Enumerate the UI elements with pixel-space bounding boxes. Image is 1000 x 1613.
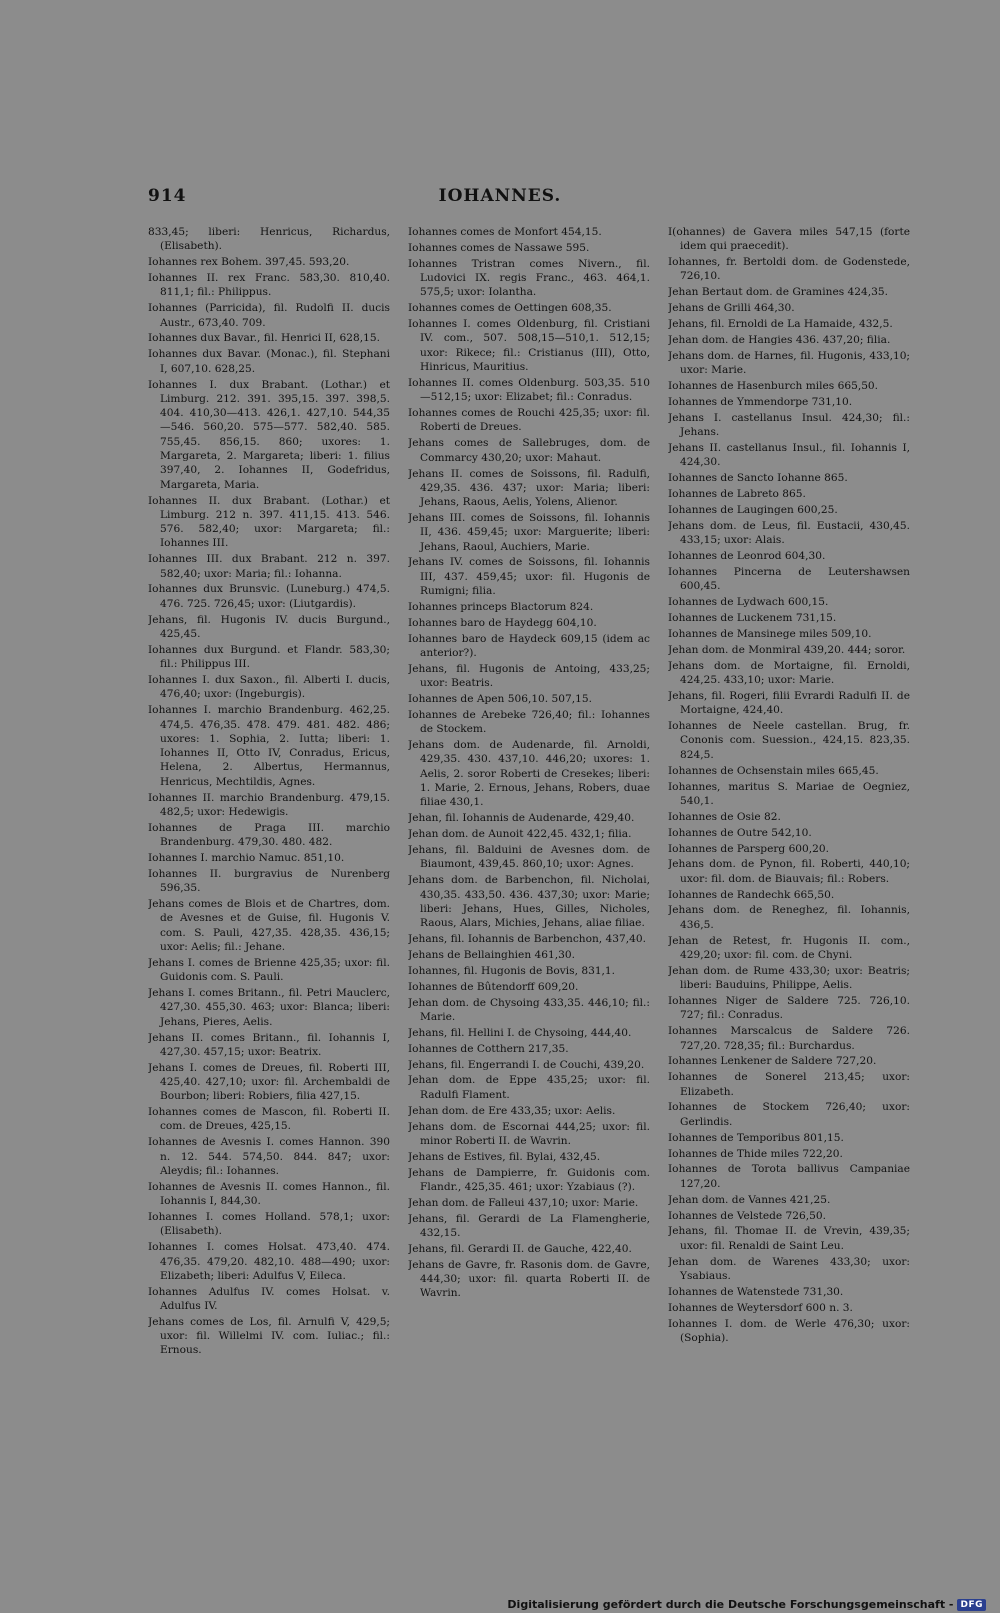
index-entry: Iohannes dux Bavar., fil. Henrici II, 628,15.: [148, 332, 380, 345]
index-entry: Jehan, fil. Iohannis de Audenarde, 429,40.: [408, 812, 635, 825]
index-entry: Jehans III. comes de Soissons, fil. Iohannis II, 436. 459,45; uxor: Marguerite; liberi: Jehans, Raoul, Auchiers, Marie.: [408, 511, 650, 553]
index-entry: Jehans de Dampierre, fr. Guidonis com. Flandr., 425,35. 461; uxor: Yzabiaus (?).: [408, 1166, 650, 1193]
index-entry: Iohannes (Parricida), fil. Rudolfi II. ducis Austr., 673,40. 709.: [148, 302, 390, 329]
index-entry: Jehans de Gavre, fr. Rasonis dom. de Gavre, 444,30; uxor: fil. quarta Roberti II. de Wavrin.: [408, 1258, 650, 1300]
footer: [507, 1598, 986, 1611]
index-entry: Jehans dom. de Pynon, fil. Roberti, 440,10; uxor: fil. dom. de Biauvais; fil.: Robers.: [668, 858, 910, 885]
index-entry: 833,45; liberi: Henricus, Richardus, (Elisabeth).: [148, 226, 390, 253]
index-entry: Jehans, fil. Iohannis de Barbenchon, 437,40.: [408, 933, 646, 946]
index-entry: Iohannes II. comes Oldenburg. 503,35. 510—512,15; uxor: Elizabet; fil.: Conradus.: [408, 376, 650, 404]
index-entry: Iohannes rex Bohem. 397,45. 593,20.: [148, 256, 350, 269]
index-entry: Iohannes de Ochsenstain miles 665,45.: [668, 764, 879, 777]
index-entry: Iohannes Niger de Saldere 725. 726,10. 727; fil.: Conradus.: [668, 995, 910, 1022]
index-entry: Jehan dom. de Chysoing 433,35. 446,10; fil.: Marie.: [408, 996, 650, 1023]
index-entry: Jehan de Retest, fr. Hugonis II. com., 429,20; uxor: fil. com. de Chyni.: [668, 934, 910, 961]
index-entry: Jehans IV. comes de Soissons, fil. Iohannis III, 437. 459,45; uxor: fil. Hugonis de Rumigni; filia.: [408, 556, 650, 598]
index-entry: Iohannes de Praga III. marchio Brandenburg. 479,30. 480. 482.: [148, 821, 390, 849]
index-entry: Jehans II. comes de Soissons, fil. Radulfi, 429,35. 436. 437; uxor: Maria; liberi: Jehans, Raous, Aelis, Yolens, Alienor.: [408, 467, 650, 509]
index-entry: Iohannes de Mansinege miles 509,10.: [668, 628, 872, 640]
index-entry: Jehan Bertaut dom. de Gramines 424,35.: [668, 286, 888, 299]
index-entry: Iohannes de Velstede 726,50.: [668, 1209, 826, 1222]
index-entry: Jehans, fil. Rogeri, filii Evrardi Radulfi II. de Mortaigne, 424,40.: [668, 689, 910, 717]
index-entry: Iohannes, fr. Bertoldi dom. de Godenstede, 726,10.: [668, 256, 910, 283]
index-entry: Jehans II. comes Britann., fil. Iohannis I, 427,30. 457,15; uxor: Beatrix.: [148, 1031, 390, 1058]
index-entry: Iohannes II. burgravius de Nurenberg 596,35.: [148, 867, 390, 895]
index-entry: Jehans I. comes de Dreues, fil. Roberti III, 425,40. 427,10; uxor: fil. Archembaldi de Bourbon; liberi: Robiers, filia 427,15.: [148, 1061, 390, 1103]
index-entry: Iohannes comes de Monfort 454,15.: [408, 226, 602, 238]
index-entry: Iohannes de Thide miles 722,20.: [668, 1147, 843, 1160]
index-entry: Jehans, fil. Hugonis de Antoing, 433,25; uxor: Beatris.: [408, 662, 650, 690]
index-entry: Iohannes comes de Nassawe 595.: [408, 241, 590, 254]
dfg-logo: DFG: [957, 1599, 986, 1611]
index-entry: Iohannes princeps Blactorum 824.: [408, 600, 594, 613]
index-entry: Iohannes comes de Mascon, fil. Roberti II. com. de Dreues, 425,15.: [148, 1106, 390, 1133]
index-entry: Jehans dom. de Barbenchon, fil. Nicholai, 430,35. 433,50. 436. 437,30; uxor: Marie; liberi: Jehans, Hues, Gilles, Nicholes, Raous, Alars, Michies, Jehans, aliae filiae.: [408, 874, 650, 930]
page-number: 914: [148, 186, 187, 206]
index-entry: Iohannes Marscalcus de Saldere 726. 727,20. 728,35; fil.: Burchardus.: [668, 1025, 910, 1052]
index-entry: Jehans dom. de Mortaigne, fil. Ernoldi, 424,25. 433,10; uxor: Marie.: [668, 659, 910, 687]
index-entry: Iohannes dux Burgund. et Flandr. 583,30; fil.: Philippus III.: [148, 643, 390, 671]
index-entry: Jehans dom. de Leus, fil. Eustacii, 430,45. 433,15; uxor: Alais.: [668, 519, 910, 547]
index-entry: Iohannes de Laugingen 600,25.: [668, 504, 838, 517]
index-entry: Iohannes de Ymmendorpe 731,10.: [668, 396, 853, 409]
index-entry: Iohannes, fil. Hugonis de Bovis, 831,1.: [408, 964, 616, 977]
index-entry: Iohannes I. comes Holsat. 473,40. 474. 476,35. 479,20. 482,10. 488—490; uxor: Elizabeth; liberi: Adulfus V, Eileca.: [148, 1241, 390, 1282]
index-entry: Jehans I. comes de Brienne 425,35; uxor: fil. Guidonis com. S. Pauli.: [148, 956, 390, 984]
footer-text: Digitalisierung gefördert durch die Deutsche Forschungsgemeinschaft -: [507, 1598, 954, 1611]
index-entry: Jehans dom. de Audenarde, fil. Arnoldi, 429,35. 430. 437,10. 446,20; uxores: 1. Aelis, 2. soror Roberti de Cresekes; liberi: 1. Marie, 2. Ernous, Jehans, Robers, duae filiae 430,1.: [408, 739, 650, 809]
index-entry: Iohannes de Neele castellan. Brug, fr. Cononis com. Suession., 424,15. 823,35. 824,5.: [668, 720, 910, 761]
index-entry: Jehans dom. de Escornai 444,25; uxor: fil. minor Roberti II. de Wavrin.: [408, 1120, 650, 1147]
index-entry: Iohannes comes de Oettingen 608,35.: [408, 302, 612, 315]
index-entry: Jehans, fil. Gerardi II. de Gauche, 422,40.: [408, 1242, 632, 1255]
index-entry: Jehan dom. de Vannes 421,25.: [668, 1193, 831, 1206]
index-entry: Jehan dom. de Warenes 433,30; uxor: Ysabiaus.: [668, 1255, 910, 1282]
index-entry: Jehans, fil. Ernoldi de La Hamaide, 432,5.: [668, 318, 893, 331]
index-entry: Jehan dom. de Aunoit 422,45. 432,1; filia.: [408, 828, 632, 841]
running-title: IOHANNES.: [438, 186, 562, 206]
index-entry: Iohannes I. dux Saxon., fil. Alberti I. ducis, 476,40; uxor: (Ingeburgis).: [148, 674, 390, 701]
index-entry: Iohannes de Avesnis II. comes Hannon., fil. Iohannis I, 844,30.: [148, 1180, 390, 1208]
index-entry: Jehans I. comes Britann., fil. Petri Mauclerc, 427,30. 455,30. 463; uxor: Blanca; liberi: Jehans, Pieres, Aelis.: [148, 987, 390, 1028]
index-entry: Jehans de Grilli 464,30.: [668, 302, 795, 315]
index-entry: Iohannes I. dom. de Werle 476,30; uxor: (Sophia).: [668, 1317, 910, 1344]
index-entry: Iohannes II. dux Brabant. (Lothar.) et Limburg. 212 n. 397. 411,15. 413. 546. 576. 582,40; uxor: Margareta; fil.: Iohannes III.: [148, 494, 390, 550]
index-entry: Iohannes de Outre 542,10.: [668, 826, 812, 839]
index-entry: Jehans comes de Blois et de Chartres, dom. de Avesnes et de Guise, fil. Hugonis V. com. S. Pauli, 427,35. 428,35. 436,15; uxor: Aelis; fil.: Jehane.: [148, 898, 390, 953]
index-entry: Jehans, fil. Hellini I. de Chysoing, 444,40.: [408, 1026, 632, 1039]
index-entry: Iohannes de Sonerel 213,45; uxor: Elizabeth.: [668, 1071, 910, 1098]
index-entry: Iohannes de Lydwach 600,15.: [668, 596, 829, 609]
index-entry: Jehans, fil. Balduini de Avesnes dom. de Biaumont, 439,45. 860,10; uxor: Agnes.: [408, 844, 650, 871]
index-entry: Iohannes de Cotthern 217,35.: [408, 1042, 569, 1055]
index-entry: Jehans, fil. Thomae II. de Vrevin, 439,35; uxor: fil. Renaldi de Saint Leu.: [668, 1225, 910, 1252]
index-entry: Iohannes de Hasenburch miles 665,50.: [668, 380, 879, 393]
index-entry: Jehan dom. de Falleui 437,10; uxor: Marie.: [408, 1196, 639, 1209]
index-entry: Jehans de Estives, fil. Bylai, 432,45.: [408, 1150, 601, 1163]
index-entry: Iohannes de Randechk 665,50.: [668, 888, 835, 901]
index-entry: Iohannes II. marchio Brandenburg. 479,15. 482,5; uxor: Hedewigis.: [148, 791, 390, 818]
index-entry: Iohannes de Leonrod 604,30.: [668, 550, 826, 563]
index-entry: Iohannes I. marchio Namuc. 851,10.: [148, 851, 345, 864]
index-entry: Jehans I. castellanus Insul. 424,30; fil.: Jehans.: [668, 411, 910, 439]
index-columns: [148, 225, 910, 1515]
index-entry: Jehans, fil. Gerardi de La Flamengherie, 432,15.: [408, 1212, 650, 1239]
index-entry: Iohannes de Torota ballivus Campaniae 127,20.: [668, 1163, 910, 1190]
index-entry: Jehans dom. de Reneghez, fil. Iohannis, 436,5.: [668, 904, 910, 931]
index-entry: Iohannes II. rex Franc. 583,30. 810,40. 811,1; fil.: Philippus.: [148, 272, 390, 299]
index-entry: Jehans de Bellainghien 461,30.: [408, 948, 575, 961]
index-entry: Jehan dom. de Hangies 436. 437,20; filia.: [668, 334, 891, 347]
index-entry: Iohannes de Sancto Iohanne 865.: [668, 472, 848, 485]
index-entry: Iohannes I. comes Holland. 578,1; uxor: (Elisabeth).: [148, 1211, 390, 1238]
index-entry: Iohannes Lenkener de Saldere 727,20.: [668, 1055, 877, 1068]
index-entry: Jehans, fil. Engerrandi I. de Couchi, 439,20.: [408, 1058, 645, 1071]
index-entry: Iohannes de Labreto 865.: [668, 488, 806, 501]
index-entry: Iohannes de Avesnis I. comes Hannon. 390 n. 12. 544. 574,50. 844. 847; uxor: Aleydis; fil.: Iohannes.: [148, 1136, 390, 1177]
index-entry: Jehan dom. de Eppe 435,25; uxor: fil. Radulfi Flament.: [408, 1074, 650, 1101]
index-entry: Iohannes de Osie 82.: [668, 810, 781, 823]
index-column-2: [408, 225, 650, 1515]
index-entry: Iohannes comes de Rouchi 425,35; uxor: fil. Roberti de Dreues.: [408, 407, 650, 434]
index-entry: Jehans comes de Sallebruges, dom. de Commarcy 430,20; uxor: Mahaut.: [408, 437, 650, 464]
index-entry: Jehans, fil. Hugonis IV. ducis Burgund., 425,45.: [148, 613, 390, 640]
index-entry: Iohannes dux Brunsvic. (Luneburg.) 474,5. 476. 725. 726,45; uxor: (Liutgardis).: [148, 583, 390, 610]
index-entry: Iohannes Adulfus IV. comes Holsat. v. Adulfus IV.: [148, 1285, 390, 1312]
index-entry: Iohannes de Apen 506,10. 507,15.: [408, 693, 592, 706]
index-entry: Jehan dom. de Ere 433,35; uxor: Aelis.: [408, 1104, 616, 1117]
index-entry: Jehans comes de Los, fil. Arnulfi V, 429,5; uxor: fil. Willelmi IV. com. Iuliac.; fil.: Ernous.: [148, 1315, 390, 1357]
index-column-1: [148, 225, 390, 1515]
index-entry: Jehan dom. de Monmiral 439,20. 444; soror.: [668, 643, 906, 656]
index-entry: Iohannes de Watenstede 731,30.: [668, 1285, 844, 1298]
index-entry: Iohannes de Luckenem 731,15.: [668, 612, 837, 625]
index-entry: Iohannes I. marchio Brandenburg. 462,25. 474,5. 476,35. 478. 479. 481. 482. 486; uxores: 1. Sophia, 2. Iutta; liberi: 1. Iohannes II, Otto IV, Conradus, Ericus, Helena, 2. Albertus, Hermannus, Henricus, Mechtildis, Agnes.: [148, 704, 390, 788]
index-entry: Iohannes de Stockem 726,40; uxor: Gerlindis.: [668, 1101, 910, 1128]
index-entry: Iohannes de Bûtendorff 609,20.: [408, 980, 579, 993]
index-entry: I(ohannes) de Gavera miles 547,15 (forte idem qui praecedit).: [668, 226, 910, 253]
index-entry: Iohannes III. dux Brabant. 212 n. 397. 582,40; uxor: Maria; fil.: Iohanna.: [148, 553, 390, 580]
index-entry: Jehan dom. de Rume 433,30; uxor: Beatris; liberi: Bauduins, Philippe, Aelis.: [668, 964, 910, 992]
index-entry: Iohannes Tristran comes Nivern., fil. Ludovici IX. regis Franc., 463. 464,1. 575,5; uxor: Iolantha.: [408, 257, 650, 299]
index-entry: Iohannes de Weytersdorf 600 n. 3.: [668, 1301, 853, 1314]
index-entry: Jehans dom. de Harnes, fil. Hugonis, 433,10; uxor: Marie.: [668, 349, 910, 377]
index-entry: Iohannes de Temporibus 801,15.: [668, 1131, 844, 1144]
index-entry: Jehans II. castellanus Insul., fil. Iohannis I, 424,30.: [668, 442, 910, 469]
index-entry: Iohannes Pincerna de Leutershawsen 600,45.: [668, 566, 910, 593]
index-entry: Iohannes de Parsperg 600,20.: [668, 842, 830, 855]
index-entry: Iohannes baro de Haydeck 609,15 (idem ac anterior?).: [408, 632, 650, 660]
index-entry: Iohannes, maritus S. Mariae de Oegniez, 540,1.: [668, 780, 910, 807]
index-entry: Iohannes I. comes Oldenburg, fil. Cristiani IV. com., 507. 508,15—510,1. 512,15; uxor: Rikece; fil.: Cristianus (III), Otto, Hinricus, Mauritius.: [408, 318, 650, 374]
index-entry: Iohannes baro de Haydegg 604,10.: [408, 616, 597, 629]
index-column-3: [668, 225, 910, 1515]
index-entry: Iohannes I. dux Brabant. (Lothar.) et Limburg. 212. 391. 395,15. 397. 398,5. 404. 410,30—413. 426,1. 427,10. 544,35—546. 560,20. 575—577. 582,40. 585. 755,45. 856,15. 860; uxores: 1. Margareta, 2. Margareta; liberi: 1. filius 397,40, 2. Iohannes II, Godefridus, Margareta, Maria.: [148, 378, 390, 491]
index-entry: Iohannes dux Bavar. (Monac.), fil. Stephani I, 607,10. 628,25.: [148, 348, 390, 375]
index-entry: Iohannes de Arebeke 726,40; fil.: Iohannes de Stockem.: [408, 709, 650, 736]
